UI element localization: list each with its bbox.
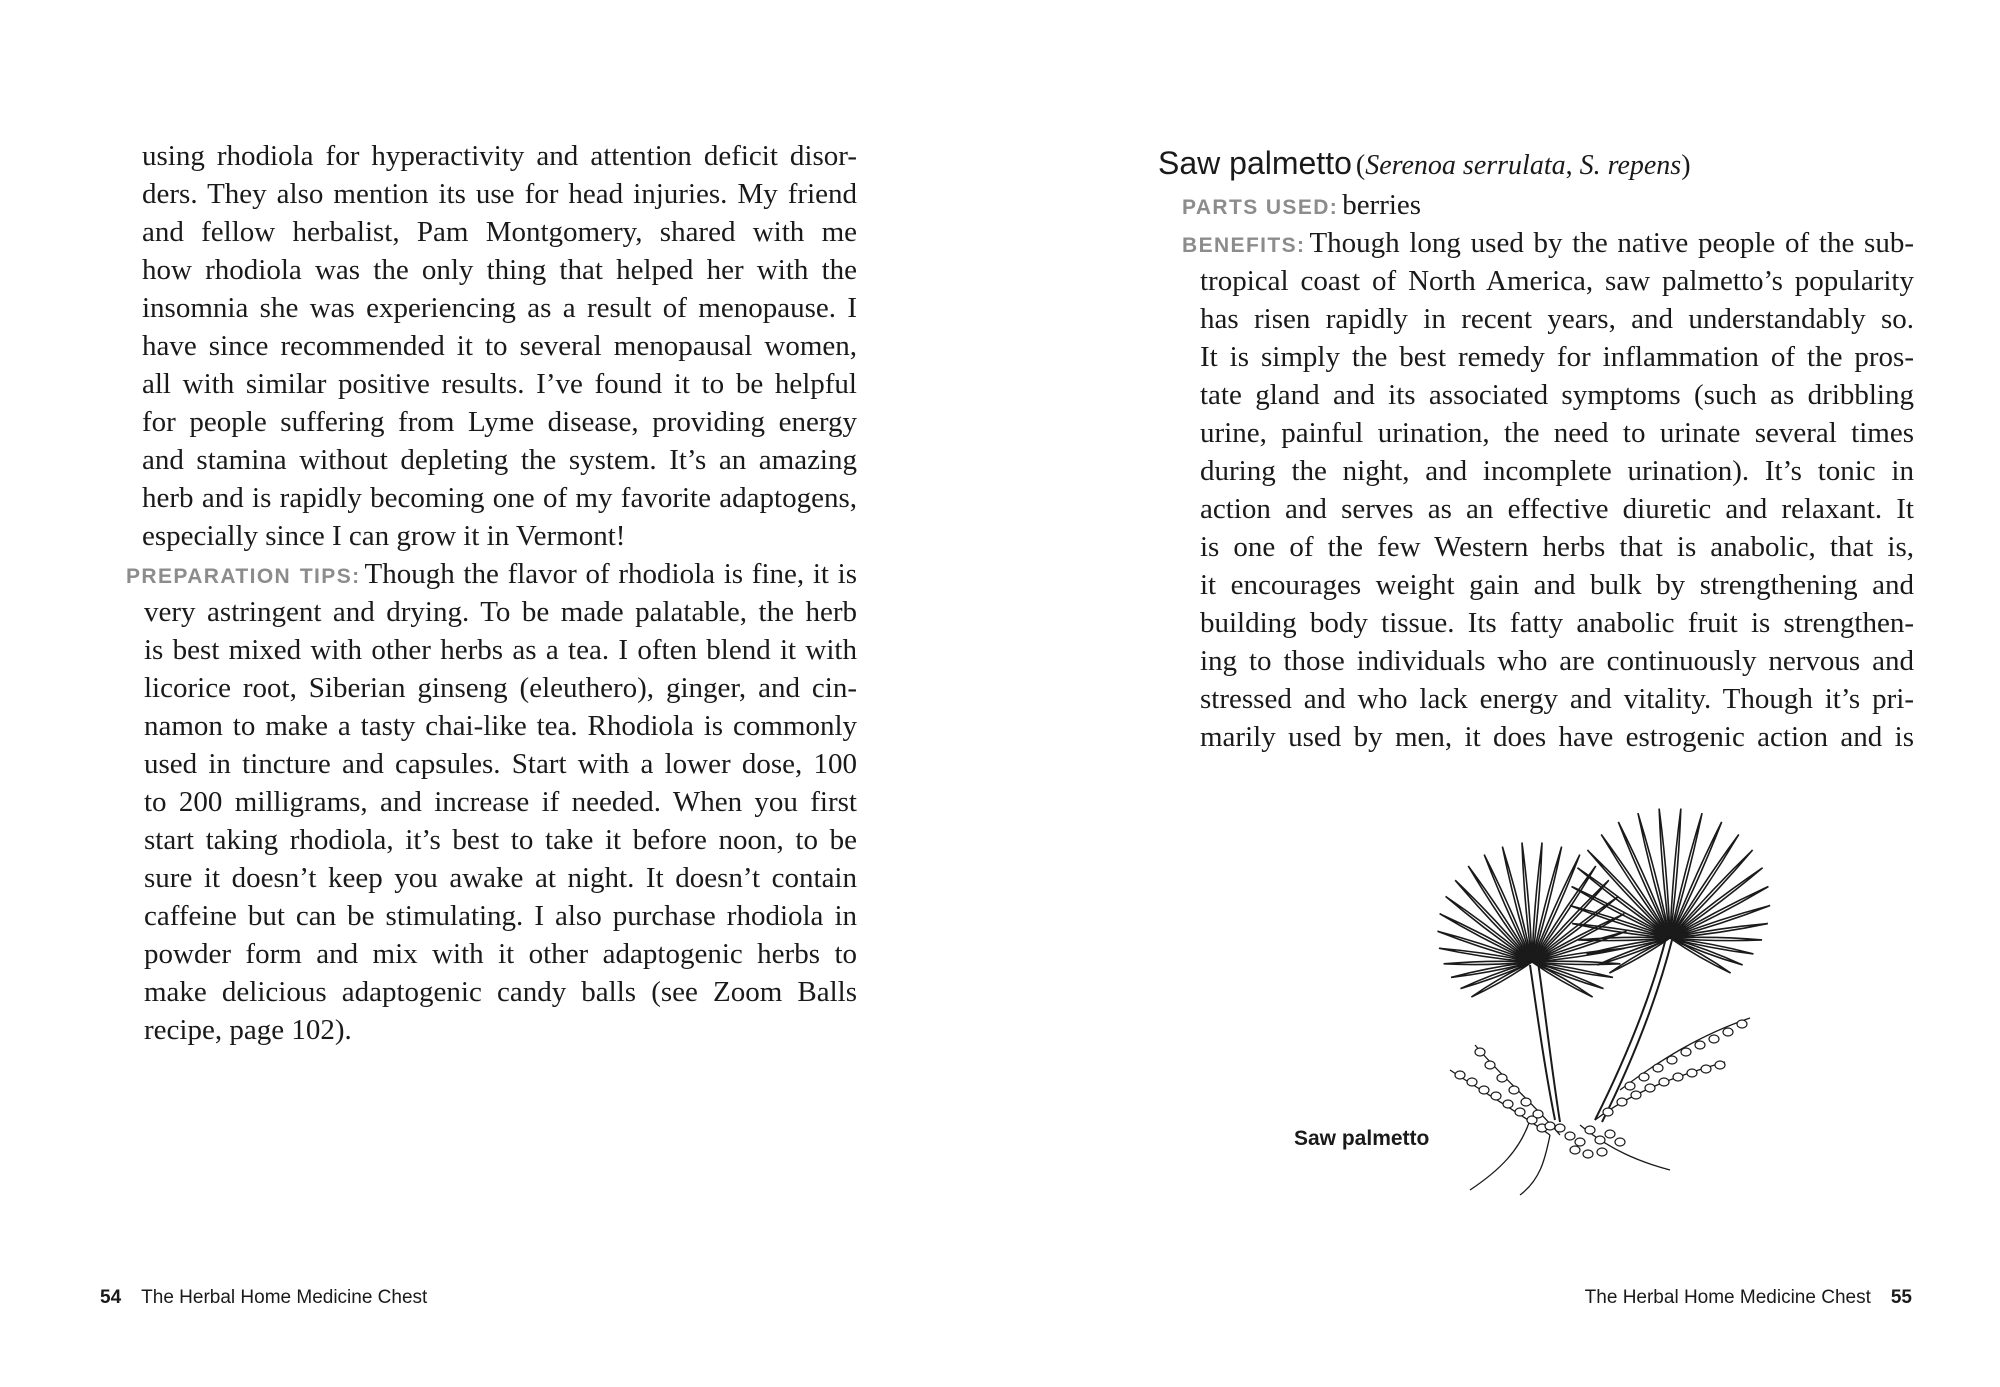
text-line: building body tissue. Its fatty anabolic fruit is strengthen-: [1200, 607, 1914, 639]
text-line: have since recommended it to several menopausal women,: [142, 330, 857, 362]
palm-leaf-segment: [1670, 834, 1739, 938]
text-line: It is simply the best remedy for inflammation of the pros-: [1200, 341, 1914, 373]
right-page-footer: [1585, 1287, 1912, 1309]
berry-clusters: [1455, 1020, 1747, 1158]
text-line: Though long used by the native people of the sub-: [1309, 227, 1914, 259]
berry: [1615, 1138, 1625, 1146]
latin-names: [1356, 150, 1691, 181]
text-line: tate gland and its associated symptoms (such as dribbling: [1200, 379, 1914, 411]
text-line: tropical coast of North America, saw palmetto’s popularity: [1200, 265, 1914, 297]
text-line: recipe, page 102).: [144, 1014, 352, 1046]
entry-heading: [1158, 145, 1691, 182]
berry: [1521, 1098, 1531, 1106]
berry: [1681, 1048, 1691, 1056]
palm-stems: [1530, 938, 1672, 1122]
berry: [1555, 1124, 1565, 1132]
text-line: how rhodiola was the only thing that helped her with the: [142, 254, 857, 286]
text-line: powder form and mix with it other adaptogenic herbs to: [144, 938, 857, 970]
text-line: make delicious adaptogenic candy balls (see Zoom Balls: [144, 976, 857, 1008]
benefits-first-line: [1182, 224, 1914, 262]
berry: [1639, 1073, 1649, 1081]
berry: [1503, 1100, 1513, 1108]
text-line: urine, painful urination, the need to urinate several times: [1200, 417, 1914, 449]
text-line: caffeine but can be stimulating. I also purchase rhodiola in: [144, 900, 857, 932]
text-line: stressed and who lack energy and vitality. Though it’s pri-: [1200, 683, 1914, 715]
text-line: sure it doesn’t keep you awake at night. It doesn’t contain: [144, 862, 857, 894]
berry: [1653, 1064, 1663, 1072]
benefits-section: [1182, 224, 1914, 756]
berry: [1701, 1065, 1711, 1073]
berry: [1585, 1126, 1595, 1134]
berry: [1695, 1041, 1705, 1049]
left-page-footer: [100, 1287, 427, 1309]
berry: [1645, 1084, 1655, 1092]
text-line: all with similar positive results. I’ve found it to be helpful: [142, 368, 857, 400]
berry: [1723, 1028, 1733, 1036]
text-line: ders. They also mention its use for head injuries. My friend: [142, 178, 857, 210]
berry: [1583, 1150, 1593, 1158]
text-line: for people suffering from Lyme disease, providing energy: [142, 406, 857, 438]
parts-used-value: berries: [1342, 189, 1422, 221]
berry: [1659, 1078, 1669, 1086]
running-title: The Herbal Home Medicine Chest: [1584, 1287, 1871, 1308]
berry: [1575, 1138, 1585, 1146]
preparation-tips-first-line: [126, 555, 857, 593]
berry: [1570, 1146, 1580, 1154]
text-line: used in tincture and capsules. Start with a lower dose, 100: [144, 748, 857, 780]
paren-close: ): [1681, 150, 1691, 181]
text-line: action and serves as an effective diuretic and relaxant. It: [1200, 493, 1914, 525]
berry: [1605, 1130, 1615, 1138]
text-line: start taking rhodiola, it’s best to take it before noon, to be: [144, 824, 857, 856]
text-line: to 200 milligrams, and increase if needed. When you first: [144, 786, 857, 818]
page-number: 55: [1890, 1287, 1912, 1308]
text-line: using rhodiola for hyperactivity and attention deficit disor-: [142, 140, 857, 172]
preparation-tips-section: [126, 555, 857, 1049]
text-line: it encourages weight gain and bulk by strengthening and: [1200, 569, 1914, 601]
berry: [1497, 1074, 1507, 1082]
berry: [1603, 1108, 1613, 1116]
berry: [1485, 1061, 1495, 1069]
benefits-label: BENEFITS:: [1182, 234, 1306, 257]
berry: [1515, 1108, 1525, 1116]
preparation-tips-label: PREPARATION TIPS:: [126, 565, 361, 588]
text-line: Though the flavor of rhodiola is fine, it is: [364, 558, 858, 590]
berry: [1709, 1035, 1719, 1043]
text-line: licorice root, Siberian ginseng (eleuthero), ginger, and cin-: [144, 672, 857, 704]
text-line: herb and is rapidly becoming one of my favorite adaptogens,: [142, 482, 857, 514]
berry: [1617, 1098, 1627, 1106]
berry: [1533, 1110, 1543, 1118]
running-title: The Herbal Home Medicine Chest: [141, 1287, 428, 1308]
text-line: insomnia she was experiencing as a result of menopause. I: [142, 292, 857, 324]
berry: [1509, 1086, 1519, 1094]
berry: [1715, 1061, 1725, 1069]
paren-open: (: [1355, 150, 1366, 181]
rhodiola-continued-paragraph: [142, 137, 857, 555]
text-line: is best mixed with other herbs as a tea. I often blend it with: [144, 634, 857, 666]
page-number: 54: [100, 1287, 122, 1308]
text-line: marily used by men, it does have estrogenic action and is: [1200, 721, 1914, 753]
text-line: during the night, and incomplete urination). It’s tonic in: [1200, 455, 1914, 487]
berry: [1631, 1091, 1641, 1099]
text-line: and stamina without depleting the system. It’s an amazing: [142, 444, 857, 476]
parts-used-label: PARTS USED:: [1182, 196, 1339, 219]
berry: [1687, 1069, 1697, 1077]
berry: [1667, 1056, 1677, 1064]
berry: [1475, 1048, 1485, 1056]
latin-separator: ,: [1565, 150, 1580, 181]
saw-palmetto-illustration: [1420, 790, 1820, 1200]
berry: [1737, 1020, 1747, 1028]
text-line: ing to those individuals who are continuously nervous and: [1200, 645, 1914, 677]
palm-leaf-segment: [1601, 834, 1670, 938]
berry: [1545, 1122, 1555, 1130]
text-line: namon to make a tasty chai-like tea. Rhodiola is commonly: [144, 710, 857, 742]
illustration-caption: Saw palmetto: [1294, 1127, 1430, 1150]
berry: [1595, 1136, 1605, 1144]
berry: [1673, 1073, 1683, 1081]
berry: [1479, 1086, 1489, 1094]
berry: [1597, 1148, 1607, 1156]
text-line: and fellow herbalist, Pam Montgomery, shared with me: [142, 216, 857, 248]
berry: [1491, 1092, 1501, 1100]
text-line: is one of the few Western herbs that is anabolic, that is,: [1200, 531, 1914, 563]
text-line: especially since I can grow it in Vermont!: [142, 520, 626, 552]
text-line: has risen rapidly in recent years, and understandably so.: [1200, 303, 1914, 335]
berry: [1625, 1082, 1635, 1090]
text-line: very astringent and drying. To be made palatable, the herb: [144, 596, 857, 628]
berry: [1565, 1132, 1575, 1140]
entry-name: Saw palmetto: [1158, 145, 1352, 181]
latin-name-1: Serenoa serrulata: [1365, 150, 1566, 181]
berry: [1467, 1078, 1477, 1086]
latin-name-2: S. repens: [1579, 150, 1682, 181]
parts-used-line: [1182, 186, 1421, 227]
berry: [1455, 1071, 1465, 1079]
